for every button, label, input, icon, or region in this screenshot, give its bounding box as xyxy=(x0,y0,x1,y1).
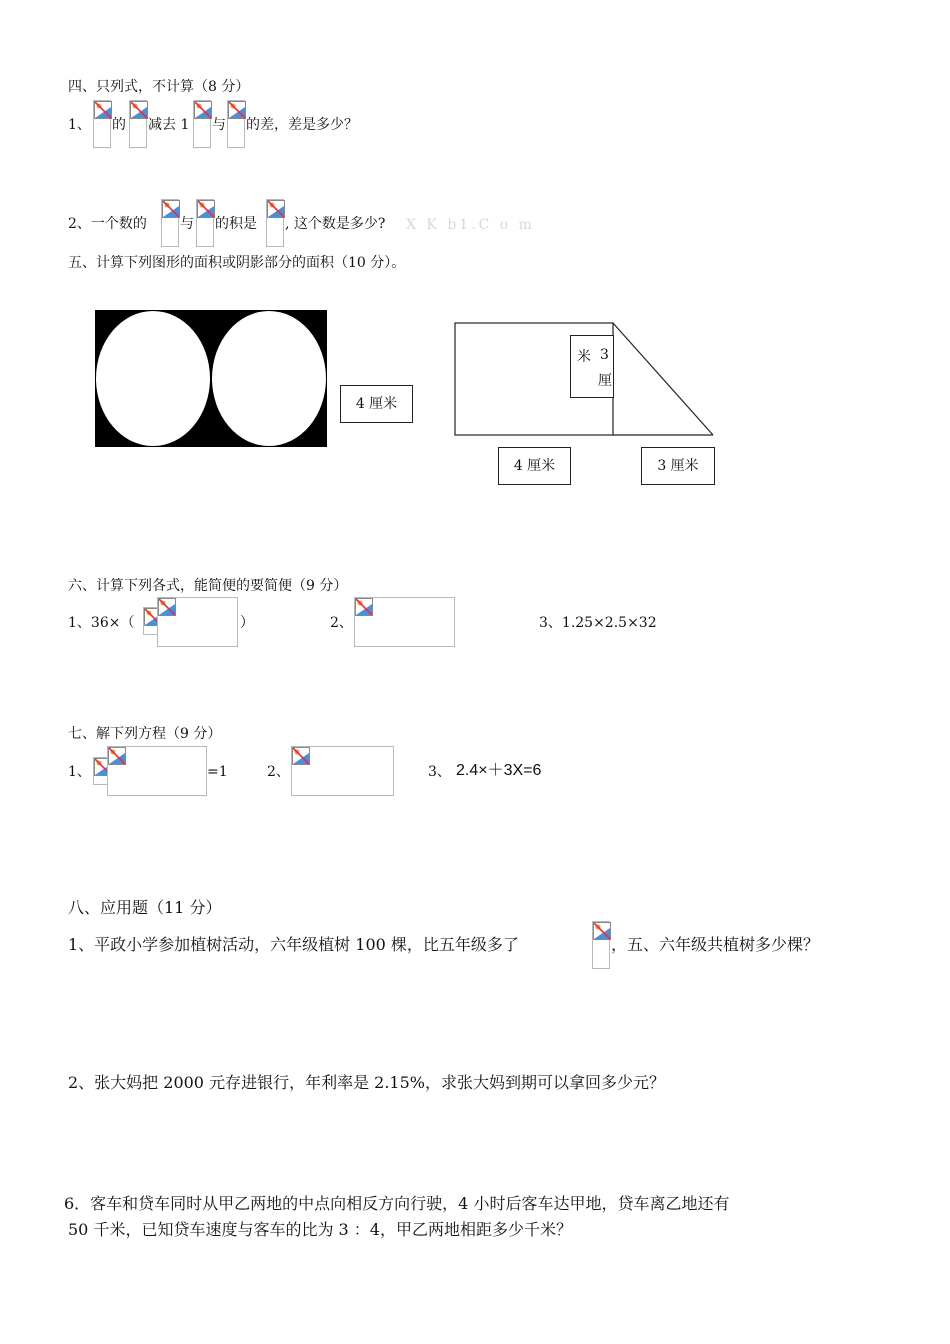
q6-2-lead: 2、 xyxy=(330,615,353,631)
triangle-hypotenuse xyxy=(613,323,713,435)
broken-image-icon xyxy=(162,200,180,218)
broken-image-icon xyxy=(108,747,126,765)
label-4cm-left: 4 厘米 xyxy=(340,385,413,423)
q4-1-tail: 的差，差是多少？ xyxy=(246,117,358,133)
broken-image-icon xyxy=(158,598,176,616)
fraction-placeholder xyxy=(196,199,214,247)
q7-3-equation: 2.4×＋3X=6 xyxy=(456,762,542,779)
q8-2: 2、张大妈把 2000 元存进银行，年利率是 2.15%，求张大妈到期可以拿回多少元？ xyxy=(68,1073,665,1092)
fraction-placeholder xyxy=(93,100,111,148)
right-circle xyxy=(212,311,326,446)
q4-1-number: 1、 xyxy=(68,117,91,133)
equation-placeholder xyxy=(291,746,394,796)
broken-image-icon xyxy=(267,200,285,218)
left-circle xyxy=(96,311,210,446)
fraction-placeholder xyxy=(161,199,179,247)
equation-placeholder xyxy=(107,746,207,796)
inner-label-3: 3 xyxy=(600,347,609,363)
label-4cm-bottom: 4 厘米 xyxy=(498,447,571,485)
broken-image-icon xyxy=(355,598,373,616)
section7-heading: 七、解下列方程（9 分） xyxy=(68,726,222,742)
q7-2-lead: 2、 xyxy=(267,764,290,780)
broken-image-icon xyxy=(228,101,246,119)
q7-3-lead: 3、 xyxy=(428,764,451,780)
q4-2-ji: 的积是 xyxy=(215,216,257,232)
watermark: X K b1.C o m xyxy=(406,217,535,233)
broken-image-icon xyxy=(197,200,215,218)
section6-heading: 六、计算下列各式，能简便的要简便（9 分） xyxy=(68,578,348,594)
q7-1-tail: =1 xyxy=(207,764,228,780)
inner-label-mi: 米 xyxy=(577,349,591,365)
fraction-placeholder xyxy=(193,100,211,148)
broken-image-icon xyxy=(194,101,212,119)
fraction-placeholder xyxy=(266,199,284,247)
q8-1-lead: 1、平政小学参加植树活动，六年级植树 100 棵，比五年级多了 xyxy=(68,935,519,954)
q8-6-line1: 6．客车和贷车同时从甲乙两地的中点向相反方向行驶，4 小时后客车达甲地，贷车离乙地还有 xyxy=(64,1194,730,1213)
broken-image-icon xyxy=(130,101,148,119)
q4-2-yu: 与 xyxy=(180,216,194,232)
q7-1-lead: 1、 xyxy=(68,764,91,780)
fraction-placeholder xyxy=(227,100,245,148)
two-circles-figure xyxy=(95,310,328,448)
section4-heading: 四、只列式，不计算（8 分） xyxy=(68,79,250,95)
q4-1-de: 的 xyxy=(112,117,126,133)
q4-1-minus: 减去 1 xyxy=(148,117,190,133)
broken-image-icon xyxy=(94,101,112,119)
broken-image-icon xyxy=(292,747,310,765)
q6-3: 3、1.25×2.5×32 xyxy=(539,615,657,631)
label-3cm-bottom: 3 厘米 xyxy=(641,447,715,485)
inner-label-li: 厘 xyxy=(598,373,612,389)
q8-6-line2: 50 千米，已知贷车速度与客车的比为 3 ：4，甲乙两地相距多少千米？ xyxy=(68,1220,572,1239)
fraction-placeholder xyxy=(129,100,147,148)
fraction-placeholder xyxy=(592,921,610,969)
broken-image-icon xyxy=(593,922,611,940)
q4-2-lead: 2、一个数的 xyxy=(68,216,147,232)
q8-1-tail: ，五、六年级共植树多少棵？ xyxy=(611,935,820,954)
section5-heading: 五、计算下列图形的面积或阴影部分的面积（10 分）。 xyxy=(68,255,406,271)
expression-placeholder xyxy=(354,597,455,647)
q6-1-lead: 1、36×（ xyxy=(68,615,135,631)
q4-2-tail: , 这个数是多少? xyxy=(285,216,386,232)
q6-1-tail: ） xyxy=(240,615,254,631)
section8-heading: 八、应用题（11 分） xyxy=(68,898,222,917)
q4-1-yu: 与 xyxy=(212,117,226,133)
expression-placeholder xyxy=(157,597,238,647)
